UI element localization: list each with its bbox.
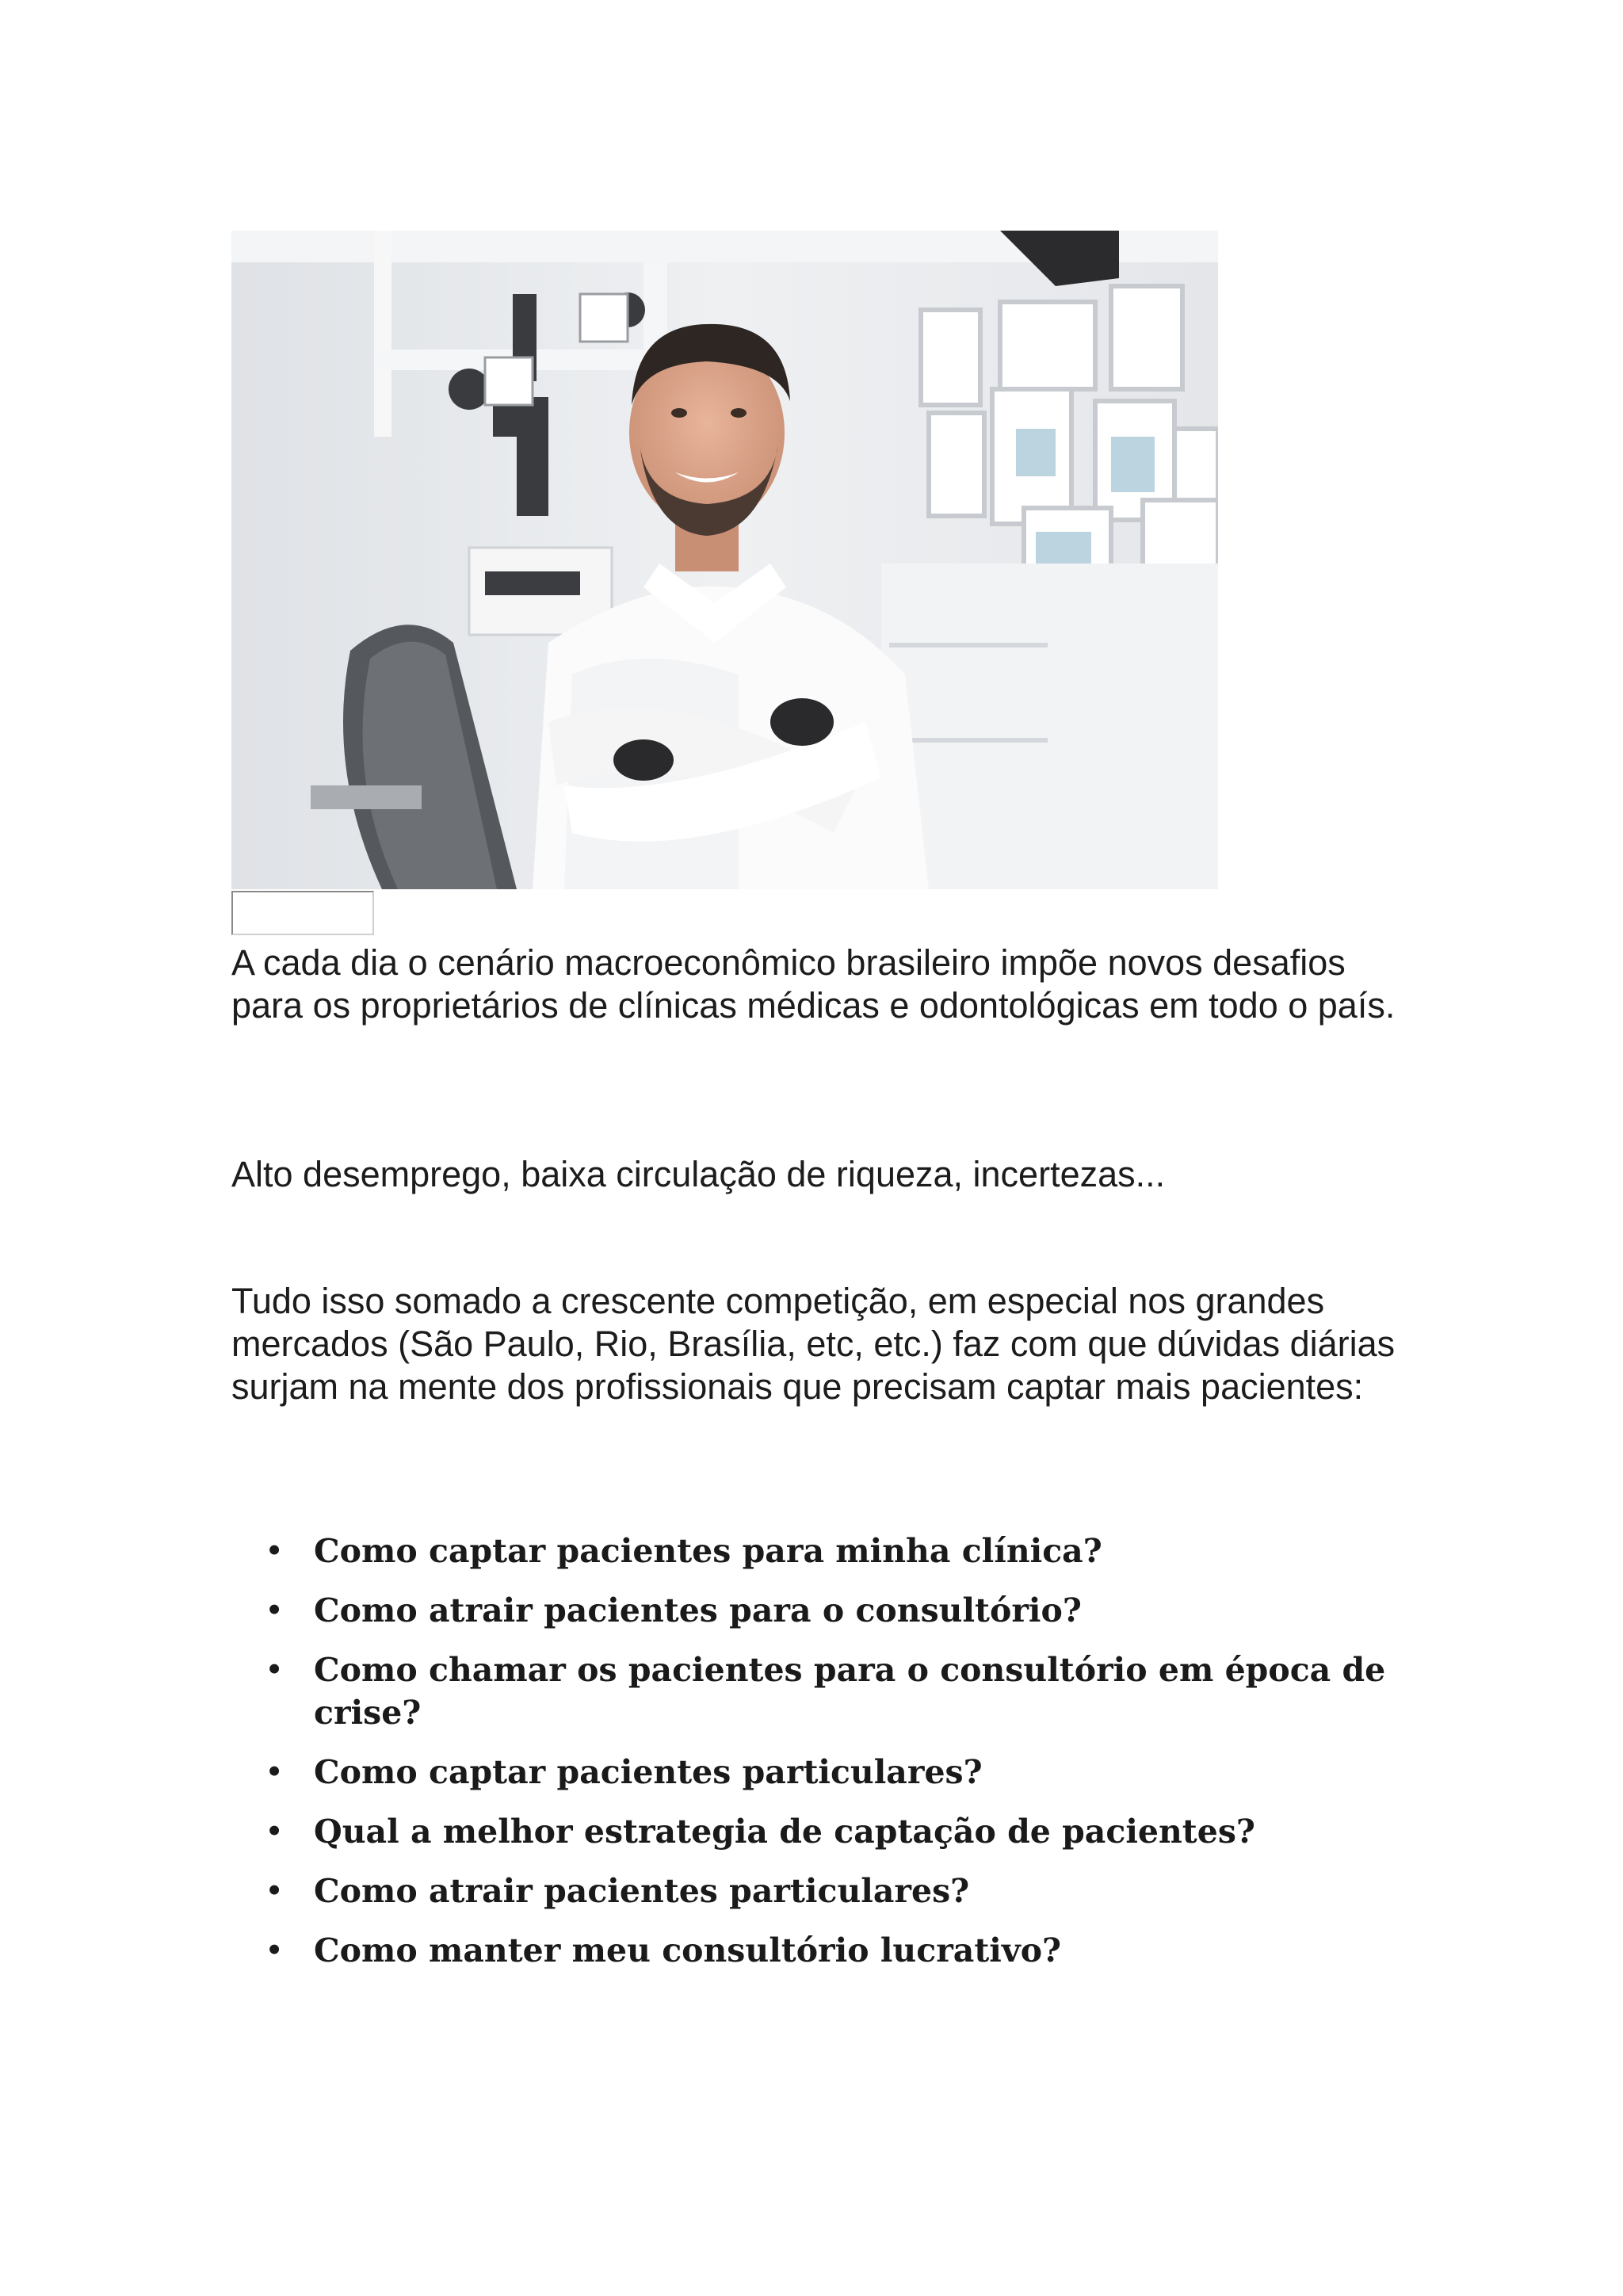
list-item: • Como captar pacientes particulares? [231, 1751, 1404, 1794]
dentist-photo [231, 231, 1218, 889]
problems-paragraph: Alto desemprego, baixa circulação de riqueza, incertezas... [231, 1154, 1166, 1194]
list-item: • Como atrair pacientes particulares? [231, 1870, 1404, 1912]
questions-list [231, 1530, 1404, 1988]
list-item: • Como atrair pacientes para o consultório? [231, 1589, 1404, 1632]
list-item: • Como manter meu consultório lucrativo? [231, 1929, 1404, 1972]
list-item: • Como chamar os pacientes para o consultório em época de crise? [231, 1648, 1404, 1734]
context-paragraph: Tudo isso somado a crescente competição, em especial nos grandes mercados (São Paulo, Rio, Brasília, etc, etc.) faz com que dúvidas diárias surjam na mente dos profissionais que precisam captar mais pacientes: [231, 1281, 1396, 1407]
list-item: • Como captar pacientes para minha clínica? [231, 1530, 1404, 1572]
intro-paragraph: A cada dia o cenário macroeconômico brasileiro impõe novos desafios para os proprietários de clínicas médicas e odontológicas em todo o país. [231, 942, 1396, 1026]
list-item: • Qual a melhor estrategia de captação de pacientes? [231, 1810, 1404, 1853]
image-placeholder-box [231, 891, 374, 935]
